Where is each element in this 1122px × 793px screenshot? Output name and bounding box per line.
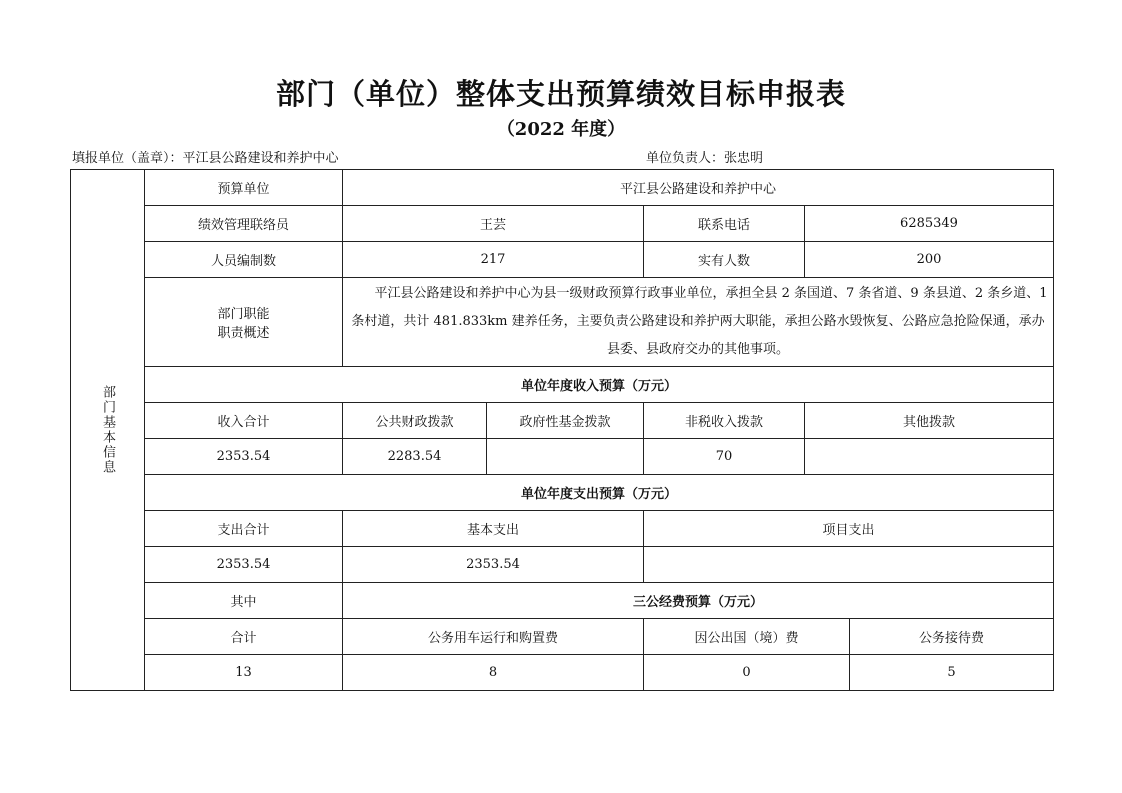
duty-text: 平江县公路建设和养护中心为县一级财政预算行政事业单位，承担全县 2 条国道、7 条省道、9 条县道、2 条乡道、1 条村道，共计 481.833km 建养任务，主要负责公路建设和养护两大职能，承担公路水毁恢复、公路应急抢险保通，承办县委、县政府交办的其他事项。 <box>343 278 1054 367</box>
income-value: 70 <box>644 439 805 475</box>
duty-label-line-2: 职责概述 <box>217 326 270 341</box>
unit-leader: 单位负责人：张忠明 <box>646 151 764 166</box>
sangong-header: 合计 <box>145 619 343 655</box>
sangong-header: 公务接待费 <box>850 619 1054 655</box>
expense-value <box>644 547 1054 583</box>
contact-person-label: 绩效管理联络员 <box>145 206 343 242</box>
income-header: 公共财政拨款 <box>343 403 487 439</box>
contact-person-value: 王芸 <box>343 206 644 242</box>
staff-quota-label: 人员编制数 <box>145 242 343 278</box>
income-value <box>487 439 644 475</box>
sangong-header: 因公出国（境）费 <box>644 619 850 655</box>
expense-section-heading: 单位年度支出预算（万元） <box>145 475 1054 511</box>
expense-header: 项目支出 <box>644 511 1054 547</box>
income-section-heading: 单位年度收入预算（万元） <box>145 367 1054 403</box>
income-header: 收入合计 <box>145 403 343 439</box>
staff-quota-value: 217 <box>343 242 644 278</box>
side-label: 部门基本信息 <box>71 170 145 691</box>
phone-value: 6285349 <box>805 206 1054 242</box>
duty-label <box>145 278 343 367</box>
budget-unit-value: 平江县公路建设和养护中心 <box>343 170 1054 206</box>
sangong-section-heading: 三公经费预算（万元） <box>343 583 1054 619</box>
expense-value: 2353.54 <box>145 547 343 583</box>
income-value: 2283.54 <box>343 439 487 475</box>
duty-label-line-1: 部门职能 <box>217 307 270 322</box>
filler-unit: 填报单位（盖章）：平江县公路建设和养护中心 <box>72 151 339 166</box>
income-value <box>805 439 1054 475</box>
budget-table <box>70 169 1054 691</box>
actual-staff-value: 200 <box>805 242 1054 278</box>
sangong-value: 0 <box>644 655 850 691</box>
expense-value: 2353.54 <box>343 547 644 583</box>
sangong-value: 8 <box>343 655 644 691</box>
income-header: 其他拨款 <box>805 403 1054 439</box>
expense-header: 支出合计 <box>145 511 343 547</box>
sangong-value: 13 <box>145 655 343 691</box>
income-header: 政府性基金拨款 <box>487 403 644 439</box>
actual-staff-label: 实有人数 <box>644 242 805 278</box>
page-title: 部门（单位）整体支出预算绩效目标申报表 <box>275 77 846 111</box>
expense-header: 基本支出 <box>343 511 644 547</box>
among-label: 其中 <box>145 583 343 619</box>
income-value: 2353.54 <box>145 439 343 475</box>
page-subtitle: （2022 年度） <box>496 119 626 140</box>
sangong-header: 公务用车运行和购置费 <box>343 619 644 655</box>
sangong-value: 5 <box>850 655 1054 691</box>
budget-unit-label: 预算单位 <box>145 170 343 206</box>
income-header: 非税收入拨款 <box>644 403 805 439</box>
phone-label: 联系电话 <box>644 206 805 242</box>
